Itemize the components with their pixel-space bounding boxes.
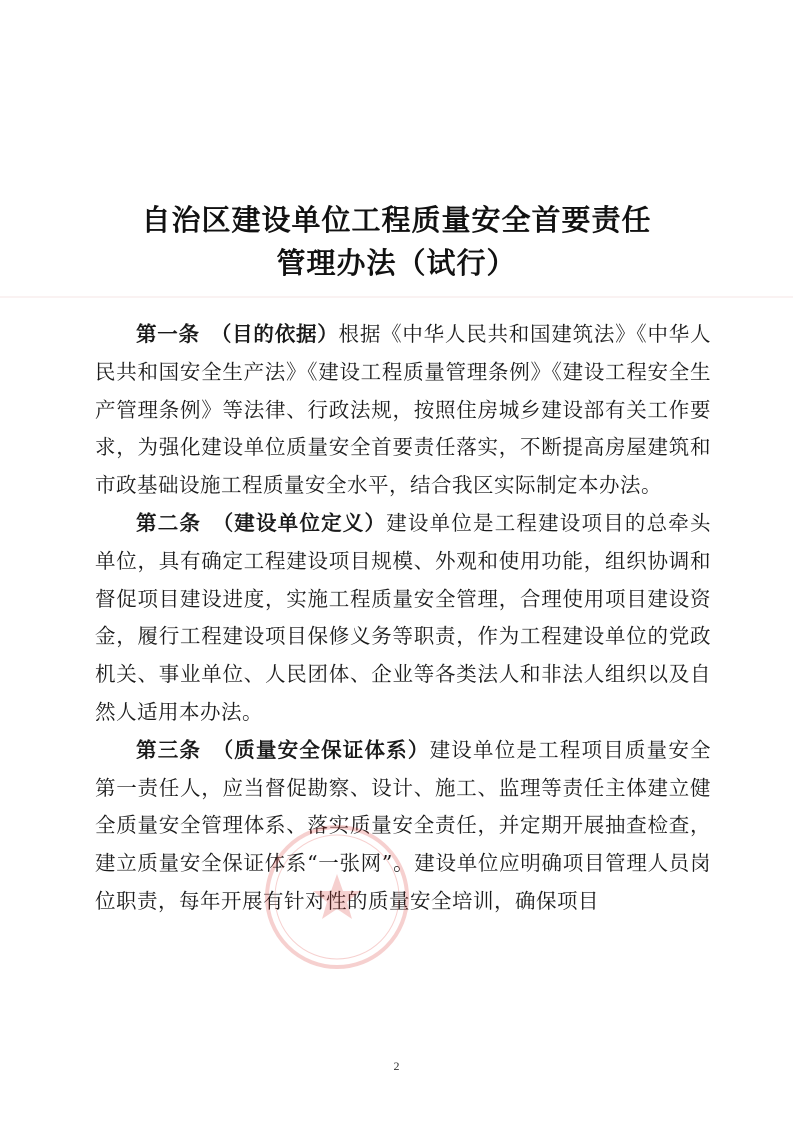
article-3-heading: （质量安全保证体系） [222, 737, 430, 762]
page-number: 2 [393, 1059, 400, 1073]
article-1-text: 根据《中华人民共和国建筑法》《中华人民共和国安全生产法》《建设工程质量管理条例》《建设工程安全生产管理条例》等法律、行政法规，按照住房城乡建设部有关工作要求，为强化建设单位质量安全首要责任落实，不断提高房屋建筑和市政基础设施工程质量安全水平，结合我区实际制定本办法。 [95, 322, 712, 498]
article-2-text: 建设单位是工程建设项目的总牵头单位，具有确定工程建设项目规模、外观和使用功能，组织协调和督促项目建设进度，实施工程质量安全管理，合理使用项目建设资金，履行工程建设项目保修义务等职责，作为工程建设单位的党政机关、事业单位、人民团体、企业等各类法人和非法人组织以及自然人适用本办法。 [95, 510, 712, 724]
scan-artifact-line [0, 296, 793, 298]
article-2-heading: （建设单位定义） [222, 510, 387, 535]
article-3 [95, 732, 711, 921]
article-1-label: 第一条 [136, 322, 200, 346]
article-3-text: 建设单位是工程项目质量安全第一责任人，应当督促勘察、设计、施工、监理等责任主体建立健全质量安全管理体系、落实质量安全责任，并定期开展抽查检查，建立质量安全保证体系“一张网”。建设单位应明确项目管理人员岗位职责，每年开展有针对性的质量安全培训，确保项目 [95, 737, 712, 913]
document-body [95, 316, 711, 921]
article-1 [95, 316, 711, 505]
article-2-label: 第二条 [136, 510, 202, 535]
article-3-label: 第三条 [136, 737, 202, 762]
document-title-line-1: 自治区建设单位工程质量安全首要责任 [141, 203, 652, 237]
article-1-heading: （目的依据） [221, 322, 339, 346]
document-title-line-2: 管理办法（试行） [276, 246, 517, 280]
article-2 [95, 505, 711, 732]
